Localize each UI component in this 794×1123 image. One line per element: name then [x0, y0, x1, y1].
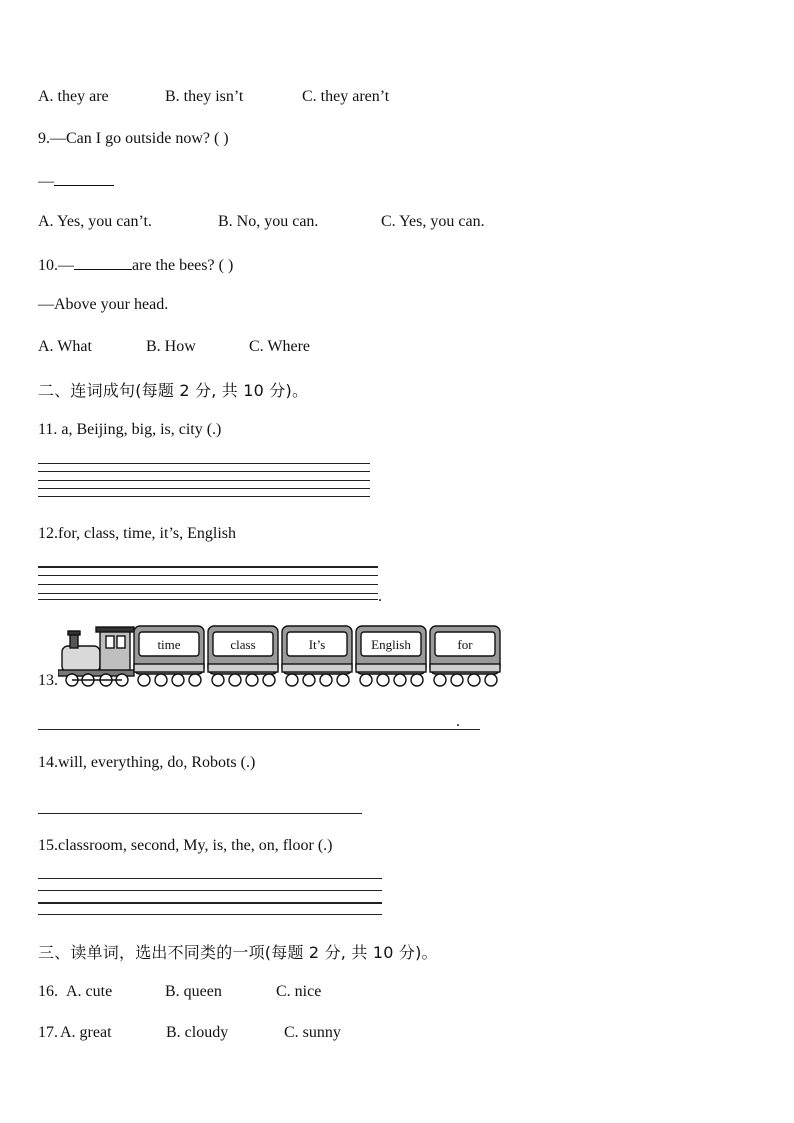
q9-answer-prefix: — — [38, 173, 54, 190]
car-label-2: class — [230, 637, 256, 652]
writing-line — [38, 902, 382, 904]
writing-line — [38, 914, 382, 915]
q10-option-b: B. How — [146, 338, 196, 355]
q11-prompt: 11. a, Beijing, big, is, city (.) — [38, 421, 222, 438]
writing-line — [38, 593, 378, 594]
q10-suffix: are the bees? ( ) — [132, 257, 234, 274]
q8-option-c: C. they aren’t — [302, 88, 390, 105]
q12-end-mark: . — [378, 588, 382, 605]
q17-option-a: A. great — [60, 1024, 112, 1041]
q16-option-b: B. queen — [165, 983, 222, 1000]
q10-prefix: 10.— — [38, 257, 74, 274]
car-label-1: time — [157, 637, 181, 652]
q10-option-a: A. What — [38, 338, 92, 355]
q12-prompt: 12.for, class, time, it’s, English — [38, 525, 237, 542]
section-3-title: 三、读单词，选出不同类的一项(每题 2 分, 共 10 分)。 — [38, 943, 438, 962]
writing-line — [38, 584, 378, 585]
train-car-2 — [208, 626, 278, 686]
train-car-4 — [356, 626, 426, 686]
car-label-5: for — [457, 637, 473, 652]
q14-prompt: 14.will, everything, do, Robots (.) — [38, 754, 256, 771]
section-2-title: 二、连词成句(每题 2 分, 共 10 分)。 — [38, 381, 309, 400]
q10-blank[interactable] — [74, 255, 132, 270]
train-illustration — [58, 624, 504, 690]
writing-line — [38, 480, 370, 481]
writing-line — [38, 488, 370, 489]
writing-line — [38, 599, 378, 600]
q13-number: 13. — [38, 672, 58, 689]
locomotive — [58, 627, 134, 686]
train-car-3 — [282, 626, 352, 686]
car-label-3: It’s — [308, 637, 326, 652]
q17-number: 17. — [38, 1024, 58, 1041]
q10-option-c: C. Where — [249, 338, 311, 355]
writing-line — [38, 471, 370, 472]
q10-question — [38, 255, 233, 275]
car-label-4: English — [371, 637, 411, 652]
q9-option-b: B. No, you can. — [218, 213, 319, 230]
writing-line — [38, 566, 378, 568]
q10-answer: —Above your head. — [38, 296, 169, 313]
writing-line — [38, 878, 382, 879]
q14-answer-line[interactable] — [38, 813, 362, 814]
writing-line — [38, 463, 370, 464]
q17-option-c: C. sunny — [284, 1024, 341, 1041]
q16-option-c: C. nice — [276, 983, 322, 1000]
q16-number: 16. — [38, 983, 58, 1000]
train-car-5 — [430, 626, 500, 686]
writing-line — [38, 496, 370, 497]
q9-answer-blank[interactable] — [54, 171, 114, 186]
q8-option-a: A. they are — [38, 88, 109, 105]
q13-end-mark: . — [456, 713, 460, 730]
q16-option-a: A. cute — [66, 983, 113, 1000]
train-car-1 — [134, 626, 204, 686]
q9-option-c: C. Yes, you can. — [381, 213, 485, 230]
q9-option-a: A. Yes, you can’t. — [38, 213, 152, 230]
q15-prompt: 15.classroom, second, My, is, the, on, floor (.) — [38, 837, 333, 854]
q9-question: 9.—Can I go outside now? ( ) — [38, 130, 229, 147]
q9-answer-line — [38, 171, 114, 191]
writing-line — [38, 575, 378, 576]
q8-option-b: B. they isn’t — [165, 88, 244, 105]
writing-line — [38, 729, 480, 730]
q17-option-b: B. cloudy — [166, 1024, 229, 1041]
writing-line — [38, 890, 382, 891]
